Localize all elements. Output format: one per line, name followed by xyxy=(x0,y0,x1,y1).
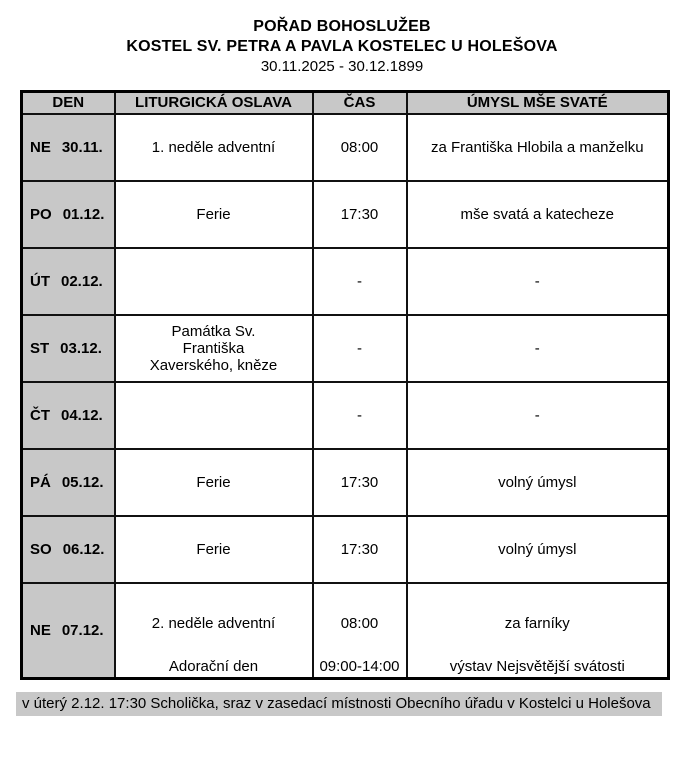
intention-cell: za Františka Hlobila a manželku xyxy=(407,114,669,181)
table-row xyxy=(22,315,669,382)
day-cell xyxy=(22,248,115,315)
header-day: DEN xyxy=(22,92,115,114)
day-cell xyxy=(22,449,115,516)
day-cell xyxy=(22,315,115,382)
table-row xyxy=(22,583,669,679)
time-cell: - xyxy=(313,382,407,449)
intention-secondary: výstav Nejsvětější svátosti xyxy=(449,658,625,676)
celebration-cell xyxy=(115,583,313,679)
day-abbr: ČT xyxy=(30,406,50,424)
table-row xyxy=(22,181,669,248)
day-abbr: NE xyxy=(30,138,51,156)
header-celebration: LITURGICKÁ OSLAVA xyxy=(115,92,313,114)
title-block xyxy=(0,0,684,77)
time-cell: 17:30 xyxy=(313,449,407,516)
intention-cell xyxy=(407,583,669,679)
date-range: 30.11.2025 - 30.12.1899 xyxy=(260,58,424,75)
intention-cell: volný úmysl xyxy=(407,516,669,583)
day-date: 04.12. xyxy=(61,406,103,424)
table-row xyxy=(22,382,669,449)
celebration-cell xyxy=(115,248,313,315)
day-abbr: PÁ xyxy=(30,473,51,491)
time-cell: - xyxy=(313,315,407,382)
day-cell xyxy=(22,181,115,248)
celebration-cell xyxy=(115,382,313,449)
celebration-cell: 1. neděle adventní xyxy=(115,114,313,181)
day-abbr: SO xyxy=(30,540,52,558)
header-time: ČAS xyxy=(313,92,407,114)
time-cell: 17:30 xyxy=(313,181,407,248)
table-row xyxy=(22,248,669,315)
celebration-cell: Památka Sv. Františka Xaverského, kněze xyxy=(115,315,313,382)
day-abbr: ÚT xyxy=(30,272,50,290)
celebration-cell: Ferie xyxy=(115,516,313,583)
intention-cell: - xyxy=(407,315,669,382)
table-row xyxy=(22,516,669,583)
day-cell xyxy=(22,516,115,583)
schedule-table xyxy=(20,90,670,680)
day-cell xyxy=(22,583,115,679)
celebration-primary: 2. neděle adventní xyxy=(151,614,276,632)
page-title: POŘAD BOHOSLUŽEB xyxy=(253,18,431,35)
day-date: 05.12. xyxy=(61,473,104,491)
intention-cell: - xyxy=(407,248,669,315)
time-secondary: 09:00-14:00 xyxy=(319,658,400,676)
day-date: 03.12. xyxy=(60,339,102,357)
celebration-secondary: Adorační den xyxy=(168,658,259,676)
footer-note: v úterý 2.12. 17:30 Scholička, sraz v zasedací místnosti Obecního úřadu v Kostelci u Holešova xyxy=(16,692,662,716)
day-abbr: NE xyxy=(30,621,51,639)
day-abbr: ST xyxy=(30,339,50,357)
celebration-cell: Ferie xyxy=(115,449,313,516)
intention-cell: volný úmysl xyxy=(407,449,669,516)
day-abbr: PO xyxy=(30,205,52,223)
church-name: KOSTEL SV. PETRA A PAVLA KOSTELEC U HOLEŠOVA xyxy=(126,38,558,55)
day-date: 06.12. xyxy=(62,540,105,558)
time-cell xyxy=(313,583,407,679)
header-intention: ÚMYSL MŠE SVATÉ xyxy=(407,92,669,114)
time-cell: 08:00 xyxy=(313,114,407,181)
day-date: 01.12. xyxy=(62,205,105,223)
time-primary: 08:00 xyxy=(340,614,379,632)
day-cell xyxy=(22,114,115,181)
time-cell: 17:30 xyxy=(313,516,407,583)
table-header-row xyxy=(22,92,669,114)
celebration-cell: Ferie xyxy=(115,181,313,248)
intention-primary: za farníky xyxy=(504,614,570,632)
day-date: 07.12. xyxy=(61,621,104,639)
intention-cell: - xyxy=(407,382,669,449)
day-cell xyxy=(22,382,115,449)
table-row xyxy=(22,114,669,181)
time-cell: - xyxy=(313,248,407,315)
intention-cell: mše svatá a katecheze xyxy=(407,181,669,248)
day-date: 02.12. xyxy=(61,272,103,290)
day-date: 30.11. xyxy=(61,138,103,156)
table-row xyxy=(22,449,669,516)
